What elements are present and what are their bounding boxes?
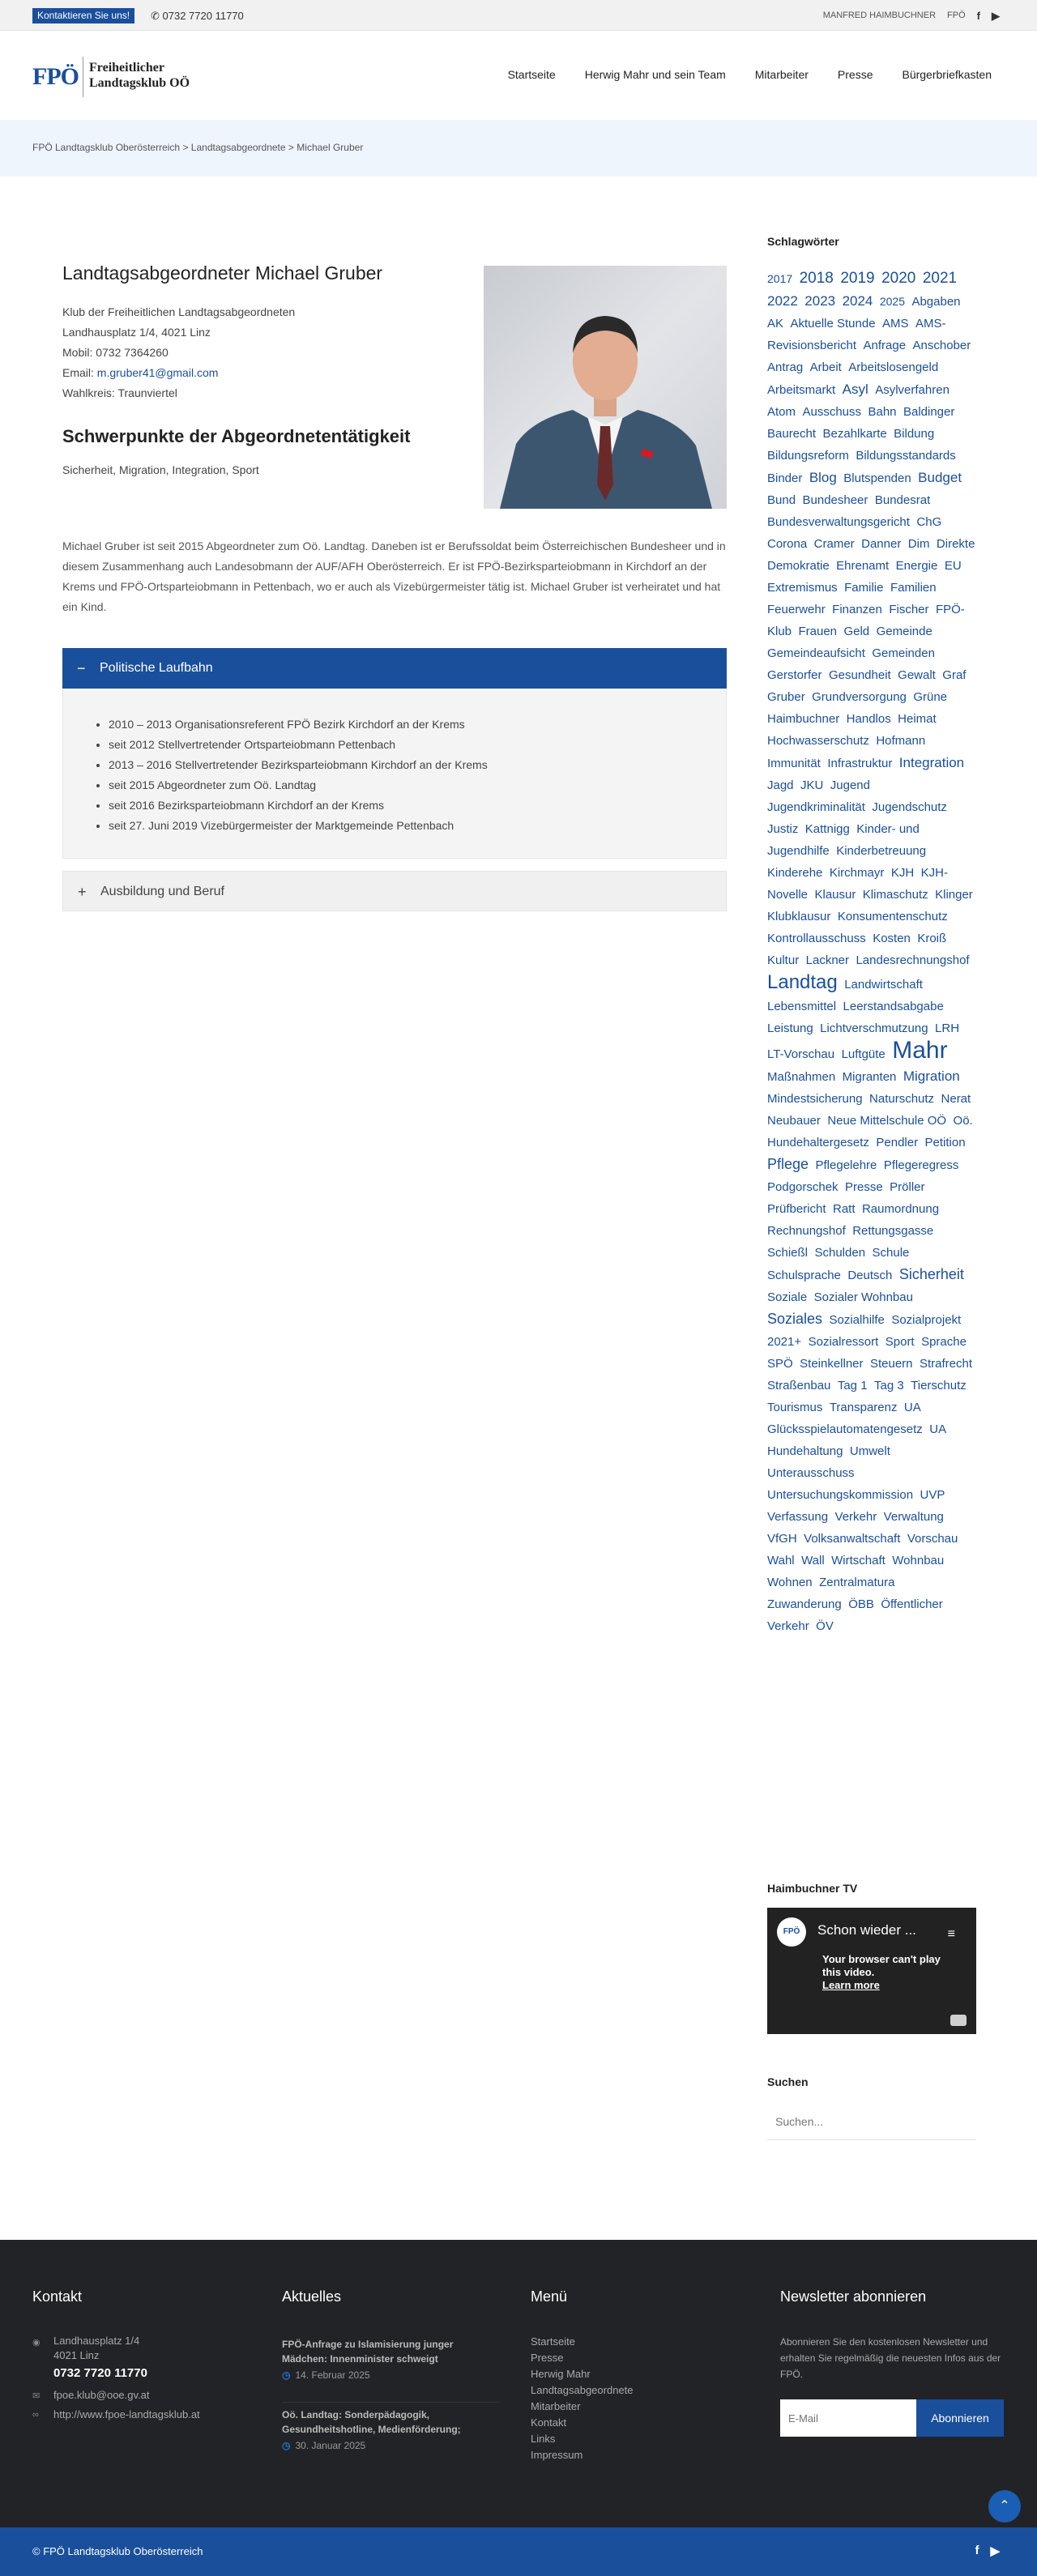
copyright: © FPÖ Landtagsklub Oberösterreich: [32, 2545, 203, 2557]
accordion-title: Politische Laufbahn: [100, 661, 213, 675]
tag-link[interactable]: Jugend: [830, 778, 870, 792]
tag-link[interactable]: Schule: [872, 1246, 910, 1260]
tag-link[interactable]: Kosten: [873, 932, 911, 945]
tag-link[interactable]: VfGH: [767, 1532, 797, 1546]
list-item: • seit 2015 Abgeordneter zum Oö. Landtag: [109, 775, 488, 795]
tag-link[interactable]: ÖBB: [848, 1597, 874, 1611]
breadcrumb-abgeordnete[interactable]: Landtagsabgeordnete: [190, 142, 286, 153]
list-item: • seit 27. Juni 2019 Vizebürgermeister der Marktgemeinde Pettenbach: [109, 816, 488, 836]
career-list: [109, 714, 488, 836]
tag-link[interactable]: Abgaben: [911, 295, 961, 309]
tag-link[interactable]: Corona: [767, 537, 808, 551]
tag-link[interactable]: Klinger: [935, 888, 973, 902]
tag-link[interactable]: Schulsprache: [767, 1269, 841, 1282]
tag-link[interactable]: Blog: [809, 470, 837, 485]
tag-link[interactable]: Sozialprojekt 2021+: [767, 1313, 962, 1349]
chevron-up-icon: ⌃: [999, 2499, 1010, 2513]
list-item: • 2010 – 2013 Organisationsreferent FPÖ Bezirk Kirchdorf an der Krems: [109, 714, 488, 735]
tag-link[interactable]: Kinder- und Jugendhilfe: [767, 822, 920, 858]
tag-link[interactable]: Graf: [942, 668, 967, 682]
tag-link[interactable]: Grundversorgung: [812, 690, 907, 704]
tag-link[interactable]: Direkte Demokratie: [767, 537, 975, 573]
tag-link[interactable]: SPÖ: [767, 1357, 793, 1371]
tag-link[interactable]: Bund: [767, 493, 796, 507]
tag-link[interactable]: Kattnigg: [804, 822, 850, 836]
playlist-icon[interactable]: ≡: [947, 1927, 955, 1941]
accordion-panel: [62, 689, 727, 859]
breadcrumb-separator: >: [288, 142, 294, 153]
tag-link[interactable]: Finanzen: [832, 603, 882, 616]
footer-address-line1: Landhausplatz 1/4: [53, 2335, 140, 2347]
info-mobile: Mobil: 0732 7364260: [62, 346, 169, 359]
breadcrumb-bar: [0, 120, 1037, 177]
video-title[interactable]: Schon wieder ...: [817, 1922, 916, 1938]
tag-link[interactable]: Baldinger: [903, 405, 955, 419]
tag-link[interactable]: Tourismus: [767, 1401, 823, 1414]
breadcrumb-separator: >: [182, 142, 189, 153]
tag-link[interactable]: Kultur: [767, 953, 800, 967]
footer-website[interactable]: http://www.fpoe-landtagsklub.at: [53, 2408, 200, 2420]
portrait-illustration: [484, 266, 727, 509]
portrait-photo: [484, 266, 727, 509]
tag-link[interactable]: Neubauer: [767, 1114, 821, 1128]
tag-link[interactable]: Bahn: [868, 405, 897, 419]
channel-logo: FPÖ: [777, 1917, 806, 1947]
youtube-icon[interactable]: ▶: [990, 2544, 1000, 2558]
footer-menu-title: Menü: [531, 2288, 568, 2305]
tag-link[interactable]: Zentralmatura: [819, 1576, 895, 1589]
tag-link[interactable]: Hofmann: [876, 734, 926, 748]
accordion-politische-laufbahn[interactable]: [62, 648, 727, 689]
footer-contact: [32, 2288, 200, 2420]
tag-link[interactable]: Gemeindeaufsicht: [767, 646, 865, 660]
tag-link[interactable]: Soziales: [767, 1311, 823, 1327]
newsletter-text: Abonnieren Sie den kostenlosen Newsletter und erhalten Sie regelmäßig die neuesten Infos aus der FPÖ.: [780, 2336, 1001, 2380]
tag-link[interactable]: Aktuelle Stunde: [790, 317, 876, 331]
tag-link[interactable]: Budget: [918, 470, 962, 485]
tag-link[interactable]: Integration: [898, 755, 965, 770]
tv-heading: Haimbuchner TV: [767, 1882, 858, 1895]
news-title[interactable]: FPÖ-Anfrage zu Islamisierung junger Mädchen: Innenminister schweigt: [282, 2339, 454, 2365]
tag-link[interactable]: Luftgüte: [841, 1047, 886, 1061]
tag-link[interactable]: Kontrollausschuss: [767, 932, 866, 945]
tag-link[interactable]: Feuerwehr: [767, 603, 826, 616]
footer-contact-title: Kontakt: [32, 2288, 83, 2305]
tag-link[interactable]: Petition: [924, 1136, 966, 1149]
tag-link[interactable]: Migration: [903, 1068, 960, 1084]
tags-heading: Schlagwörter: [767, 235, 839, 248]
tag-link[interactable]: Sozialer Wohnbau: [813, 1290, 913, 1304]
tag-link[interactable]: Migranten: [842, 1070, 897, 1084]
bottom-bar: [0, 2527, 1037, 2576]
tag-link[interactable]: ChG: [916, 515, 942, 529]
tag-link[interactable]: Steinkellner: [800, 1357, 864, 1371]
tag-link[interactable]: Wohnbau: [892, 1554, 945, 1567]
tag-link[interactable]: FPÖ-Klub: [767, 603, 965, 638]
tag-link[interactable]: Kroiß: [917, 932, 947, 945]
bottom-social: [975, 2544, 1000, 2558]
contact-us-button[interactable]: Kontaktieren Sie uns!: [32, 8, 134, 23]
tag-link[interactable]: Anfrage: [863, 339, 907, 352]
tag-link[interactable]: Klimaschutz: [862, 888, 928, 902]
tag-link[interactable]: Steuern: [869, 1357, 913, 1371]
tag-link[interactable]: LT-Vorschau: [767, 1047, 835, 1061]
tag-link[interactable]: LRH: [935, 1021, 960, 1035]
top-bar: [0, 0, 1037, 31]
tag-link[interactable]: Verfassung: [767, 1510, 829, 1524]
tag-link[interactable]: Gemeinde: [876, 625, 932, 638]
search-heading: Suchen: [767, 2075, 809, 2088]
tag-link[interactable]: Asyl: [842, 382, 868, 397]
tag-link[interactable]: Immunität: [767, 757, 821, 770]
tag-link[interactable]: Gerstorfer: [767, 668, 822, 682]
tag-link[interactable]: Cramer: [813, 537, 855, 551]
tag-link[interactable]: Infrastruktur: [827, 757, 893, 770]
tag-link[interactable]: Familie: [844, 581, 884, 595]
tag-link[interactable]: Landtag: [767, 971, 838, 993]
tag-link[interactable]: Strafrecht: [919, 1357, 973, 1371]
top-phone-number: 0732 7720 11770: [162, 10, 244, 22]
accordion-title: Ausbildung und Beruf: [100, 885, 224, 898]
tag-link[interactable]: Dim: [907, 537, 930, 551]
news-item[interactable]: [282, 2337, 501, 2382]
tag-link[interactable]: Lichtverschmutzung: [820, 1021, 928, 1035]
list-item: • seit 2012 Stellvertretender Ortsparteiobmann Pettenbach: [109, 735, 488, 755]
tag-link[interactable]: Hochwasserschutz: [767, 734, 869, 748]
tag-link[interactable]: Tag 3: [874, 1379, 904, 1392]
tag-link[interactable]: Kinderbetreuung: [836, 844, 927, 858]
news-date: 14. Februar 2025: [295, 2369, 370, 2381]
tag-link[interactable]: Verkehr: [834, 1510, 877, 1524]
tag-link[interactable]: Deutsch: [847, 1269, 893, 1282]
tag-link[interactable]: 2021: [922, 270, 958, 287]
newsletter-email-input[interactable]: [780, 2399, 916, 2437]
facebook-icon[interactable]: f: [975, 2544, 979, 2557]
tag-link[interactable]: Antrag: [767, 360, 804, 374]
tag-link[interactable]: Untersuchungskommission: [767, 1488, 914, 1502]
breadcrumb-home[interactable]: FPÖ Landtagsklub Oberösterreich: [32, 142, 181, 153]
logo-line-1: Freiheitlicher: [89, 61, 164, 75]
list-item: • 2013 – 2016 Stellvertretender Bezirksparteiobmann Kirchdorf an der Krems: [109, 755, 488, 775]
video-learn-more[interactable]: Learn more: [822, 1979, 880, 1991]
logo-mark: FPÖ: [32, 63, 79, 90]
tag-link[interactable]: Bildungsstandards: [856, 449, 956, 463]
tag-link[interactable]: Volksanwaltschaft: [804, 1532, 901, 1546]
tag-link[interactable]: Gewalt: [898, 668, 936, 682]
tag-link[interactable]: Asylverfahren: [875, 383, 950, 397]
tag-link[interactable]: 2018: [799, 270, 834, 287]
top-link-fpoe[interactable]: FPÖ: [947, 11, 966, 20]
tag-link[interactable]: AMS: [882, 317, 909, 331]
tag-link[interactable]: Transparenz: [829, 1401, 898, 1414]
nav-presse[interactable]: Presse: [837, 68, 873, 81]
tag-link[interactable]: Raumordnung: [861, 1202, 940, 1216]
video-player[interactable]: [767, 1908, 976, 2034]
tag-link[interactable]: Pflege: [767, 1156, 809, 1172]
tag-link[interactable]: 2020: [881, 270, 916, 287]
tag-link[interactable]: Bundesheer: [802, 493, 868, 507]
tag-link[interactable]: JKU: [800, 778, 824, 792]
tag-link[interactable]: Jugendschutz: [872, 800, 947, 814]
footer-news: [282, 2288, 461, 2451]
focus-text: Sicherheit, Migration, Integration, Sport: [62, 463, 259, 476]
phone-icon: ✆: [151, 10, 163, 22]
tag-link[interactable]: Schießl: [767, 1246, 809, 1260]
sidebar: [767, 235, 978, 1633]
tag-link[interactable]: Geld: [843, 625, 870, 638]
tag-link[interactable]: Rechnungshof: [767, 1224, 846, 1238]
nav-startseite[interactable]: Startseite: [507, 68, 556, 81]
tag-link[interactable]: Pflegeregress: [883, 1158, 959, 1172]
list-item: • seit 2016 Bezirksparteiobmann Kirchdorf an der Krems: [109, 795, 488, 816]
tag-link[interactable]: KJH: [890, 866, 915, 880]
footer-menu-item[interactable]: Startseite: [531, 2335, 575, 2348]
news-date-row: [282, 2438, 501, 2453]
footer-menu-item[interactable]: Links: [531, 2433, 556, 2445]
tag-link[interactable]: Lebensmittel: [767, 1000, 837, 1013]
tag-link[interactable]: Kinderehe: [767, 866, 823, 880]
footer-menu-list: [531, 2334, 634, 2463]
tag-link[interactable]: Wahl: [767, 1554, 795, 1567]
tag-link[interactable]: Baurecht: [767, 427, 817, 441]
tag-link[interactable]: Öffentlicher Verkehr: [767, 1597, 943, 1633]
tag-link[interactable]: Leistung: [767, 1021, 813, 1035]
footer-menu-item[interactable]: Mitarbeiter: [531, 2400, 581, 2412]
tag-link[interactable]: Neue Mittelschule OÖ: [827, 1114, 947, 1128]
footer-news-title: Aktuelles: [282, 2288, 342, 2305]
tag-link[interactable]: EU: [944, 559, 962, 573]
tag-link[interactable]: Unterausschuss: [767, 1466, 855, 1480]
main-nav: [508, 68, 992, 81]
footer-menu-item[interactable]: Herwig Mahr: [531, 2368, 591, 2380]
tag-link[interactable]: Mindestsicherung: [767, 1092, 863, 1106]
mail-icon: ✉: [32, 2391, 41, 2401]
info-address: Landhausplatz 1/4, 4021 Linz: [62, 326, 211, 339]
accordion-ausbildung-beruf[interactable]: [62, 871, 727, 911]
tag-link[interactable]: UA Hundehaltung: [767, 1422, 946, 1458]
top-link-haimbuchner[interactable]: MANFRED HAIMBUCHNER: [822, 11, 937, 20]
tag-link[interactable]: ÖV: [816, 1619, 834, 1633]
tag-link[interactable]: Blutspenden: [843, 471, 911, 485]
tag-link[interactable]: Sicherheit: [898, 1266, 964, 1282]
footer-menu-item[interactable]: Landtagsabgeordnete: [531, 2384, 634, 2396]
tag-link[interactable]: Rettungsgasse: [852, 1224, 934, 1238]
tag-link[interactable]: Klausur: [814, 888, 856, 902]
tag-link[interactable]: Ehrenamt: [836, 559, 890, 573]
tag-link[interactable]: Bezahlkarte: [822, 427, 887, 441]
tag-link[interactable]: 2022: [767, 293, 798, 309]
tag-link[interactable]: Sprache: [921, 1335, 967, 1349]
tag-link[interactable]: 2025: [879, 295, 905, 308]
newsletter-title: Newsletter abonnieren: [780, 2288, 927, 2305]
tag-cloud: [767, 267, 978, 1637]
focus-heading: Schwerpunkte der Abgeordnetentätigkeit: [62, 426, 411, 446]
tag-link[interactable]: Klubklausur: [767, 910, 831, 923]
link-icon: ∞: [32, 2410, 39, 2420]
plus-icon: +: [78, 884, 87, 900]
tag-link[interactable]: Gesundheit: [828, 668, 891, 682]
page-title: Landtagsabgeordneter Michael Gruber: [62, 262, 383, 284]
info-email-label: Email:: [62, 366, 94, 379]
tag-link[interactable]: Arbeit: [809, 360, 842, 374]
tag-link[interactable]: Gruber: [767, 690, 805, 704]
footer-menu-item[interactable]: Kontakt: [531, 2416, 567, 2429]
info-email-row: [62, 363, 295, 383]
tag-link[interactable]: KJH-Novelle: [767, 866, 948, 902]
youtube-icon[interactable]: ▶: [992, 10, 1000, 22]
tag-link[interactable]: Vorschau: [907, 1532, 958, 1546]
top-links: [823, 9, 1000, 23]
tag-link[interactable]: Arbeitslosengeld: [848, 360, 939, 374]
footer-phone[interactable]: 0732 7720 11770: [53, 2366, 147, 2380]
tag-link[interactable]: Danner: [861, 537, 902, 551]
tag-link[interactable]: Gemeinden: [872, 646, 935, 660]
tag-link[interactable]: Binder: [767, 471, 803, 485]
tag-link[interactable]: Pflegelehre: [815, 1158, 877, 1172]
logo-text: [89, 60, 190, 91]
location-icon: ◉: [32, 2338, 41, 2348]
footer-address-line2: 4021 Linz: [53, 2349, 100, 2361]
tag-link[interactable]: Tierschutz: [911, 1379, 967, 1392]
logo-line-2: Landtagsklub OÖ: [89, 76, 190, 90]
tag-link[interactable]: Bundesrat: [874, 493, 931, 507]
tag-link[interactable]: Nerat: [941, 1092, 971, 1106]
tag-link[interactable]: Familien: [890, 581, 937, 595]
info-district: Wahlkreis: Traunviertel: [62, 386, 177, 399]
nav-team[interactable]: Herwig Mahr und sein Team: [584, 68, 726, 81]
tag-link[interactable]: Umwelt: [849, 1444, 890, 1458]
subscribe-button[interactable]: Abonnieren: [916, 2399, 1004, 2437]
tag-link[interactable]: Lackner: [805, 953, 850, 967]
top-phone[interactable]: [151, 8, 244, 23]
tag-link[interactable]: Landwirtschaft: [844, 978, 923, 992]
tag-link[interactable]: Leerstandsabgabe: [843, 1000, 944, 1013]
news-date: 30. Januar 2025: [295, 2440, 366, 2451]
footer-menu-item[interactable]: Presse: [531, 2352, 564, 2364]
tag-link[interactable]: Jugendkriminalität: [767, 800, 865, 814]
footer-menu: [531, 2288, 634, 2461]
news-title[interactable]: Oö. Landtag: Sonderpädagogik, Gesundheitshotline, Medienförderung;: [282, 2409, 461, 2435]
footer-email[interactable]: fpoe.klub@ooe.gv.at: [53, 2389, 150, 2401]
tag-link[interactable]: Prüfbericht: [767, 1202, 826, 1216]
tag-link[interactable]: Anschober: [912, 339, 971, 352]
tag-link[interactable]: Pröller: [890, 1180, 925, 1194]
tag-link[interactable]: AK: [767, 317, 784, 331]
tag-link[interactable]: Sozialressort: [808, 1335, 879, 1349]
footer-menu-item[interactable]: Impressum: [531, 2449, 583, 2461]
tag-link[interactable]: Jagd: [767, 778, 794, 792]
tag-link[interactable]: Tag 1: [837, 1379, 868, 1392]
tag-link[interactable]: Frauen: [798, 625, 838, 638]
breadcrumb-current: Michael Gruber: [297, 142, 364, 153]
tag-link[interactable]: Ausschuss: [802, 405, 862, 419]
tag-link[interactable]: Wohnen: [767, 1576, 813, 1589]
contact-info: [62, 302, 295, 403]
tag-link[interactable]: Ratt: [833, 1202, 856, 1216]
nav-mitarbeiter[interactable]: Mitarbeiter: [754, 68, 809, 81]
facebook-icon[interactable]: f: [976, 10, 980, 22]
tag-link[interactable]: Handlos: [846, 712, 891, 726]
tag-link[interactable]: Soziale: [767, 1290, 808, 1304]
tag-link[interactable]: Schulden: [814, 1246, 866, 1260]
tag-link[interactable]: Bundesverwaltungsgericht: [767, 515, 910, 529]
tag-link[interactable]: UVP: [920, 1488, 945, 1502]
tag-link[interactable]: Maßnahmen: [767, 1070, 836, 1084]
tag-link[interactable]: Energie: [895, 559, 938, 573]
tag-link[interactable]: Pendler: [876, 1136, 919, 1149]
clock-icon: ◷: [282, 2440, 291, 2451]
breadcrumb: [32, 142, 363, 153]
youtube-icon[interactable]: [950, 2015, 967, 2026]
tag-link[interactable]: Bildungsreform: [767, 449, 849, 463]
footer-address: [53, 2334, 216, 2363]
tag-link[interactable]: Konsumentenschutz: [837, 910, 948, 923]
clock-icon: ◷: [282, 2369, 291, 2381]
video-error-message: Your browser can't play this video.: [822, 1953, 941, 1978]
tag-link[interactable]: Justiz: [767, 822, 799, 836]
tag-link[interactable]: Haimbuchner: [767, 712, 840, 726]
tag-link[interactable]: Wirtschaft: [831, 1554, 886, 1567]
biography: Michael Gruber ist seit 2015 Abgeordneter zum Oö. Landtag. Daneben ist er Berufssoldat beim Österreichischen Bundesheer und in diesem Zusammenhang auch Landesobmann der AUF/AFH Oberösterreich. Er ist FPÖ-Bezirksparteiobmann in Kirchdorf an der Krems und FPÖ-Ortsparteiobmann in Pettenbach, wo er auch als Vizebürgermeister tätig ist. Michael Gruber ist verheiratet und hat ein Kind.: [62, 540, 726, 613]
search-input[interactable]: [767, 2103, 976, 2140]
tag-link[interactable]: 2019: [840, 270, 875, 287]
tag-link[interactable]: Presse: [845, 1180, 883, 1194]
tag-link[interactable]: Sozialhilfe: [829, 1313, 885, 1327]
news-date-row: [282, 2368, 501, 2382]
tag-link[interactable]: Zuwanderung: [767, 1597, 842, 1611]
info-org: Klub der Freiheitlichen Landtagsabgeordneten: [62, 305, 296, 318]
tag-link[interactable]: Verwaltung: [883, 1510, 944, 1524]
back-to-top-button[interactable]: [988, 2490, 1021, 2523]
tag-link[interactable]: Extremismus: [767, 581, 838, 595]
news-item[interactable]: [282, 2402, 501, 2453]
tag-link[interactable]: Kirchmayr: [829, 866, 885, 880]
tag-link[interactable]: UA Glücksspielautomatengesetz: [767, 1401, 923, 1436]
tag-link[interactable]: 2024: [842, 293, 873, 309]
email-link[interactable]: m.gruber41@gmail.com: [96, 366, 219, 379]
tag-link[interactable]: Wall: [801, 1554, 825, 1567]
tag-link[interactable]: Atom: [767, 405, 796, 419]
tag-link[interactable]: Podgorschek: [767, 1180, 839, 1194]
tag-link[interactable]: Mahr: [892, 1037, 948, 1064]
site-logo[interactable]: [32, 57, 203, 97]
tag-link[interactable]: AMS-Revisionsbericht: [767, 317, 946, 352]
tag-link[interactable]: 2023: [804, 293, 836, 309]
tag-link[interactable]: Oö. Hundehaltergesetz: [767, 1114, 973, 1149]
tag-link[interactable]: Heimat: [898, 712, 937, 726]
tag-link[interactable]: Arbeitsmarkt: [767, 383, 836, 397]
tag-link[interactable]: Sport: [885, 1335, 915, 1349]
footer-newsletter: [780, 2288, 1001, 2425]
tag-link[interactable]: Naturschutz: [869, 1092, 935, 1106]
tag-link[interactable]: Fischer: [889, 603, 929, 616]
nav-buergerbriefkasten[interactable]: Bürgerbriefkasten: [902, 68, 992, 81]
tag-link[interactable]: Grüne: [913, 690, 948, 704]
tag-link[interactable]: 2017: [767, 272, 793, 285]
minus-icon: −: [77, 660, 86, 676]
footer: [0, 2240, 1037, 2527]
tag-link[interactable]: Straßenbau: [767, 1379, 831, 1392]
tag-link[interactable]: Bildung: [894, 427, 935, 441]
tag-link[interactable]: Landesrechnungshof: [856, 953, 970, 967]
